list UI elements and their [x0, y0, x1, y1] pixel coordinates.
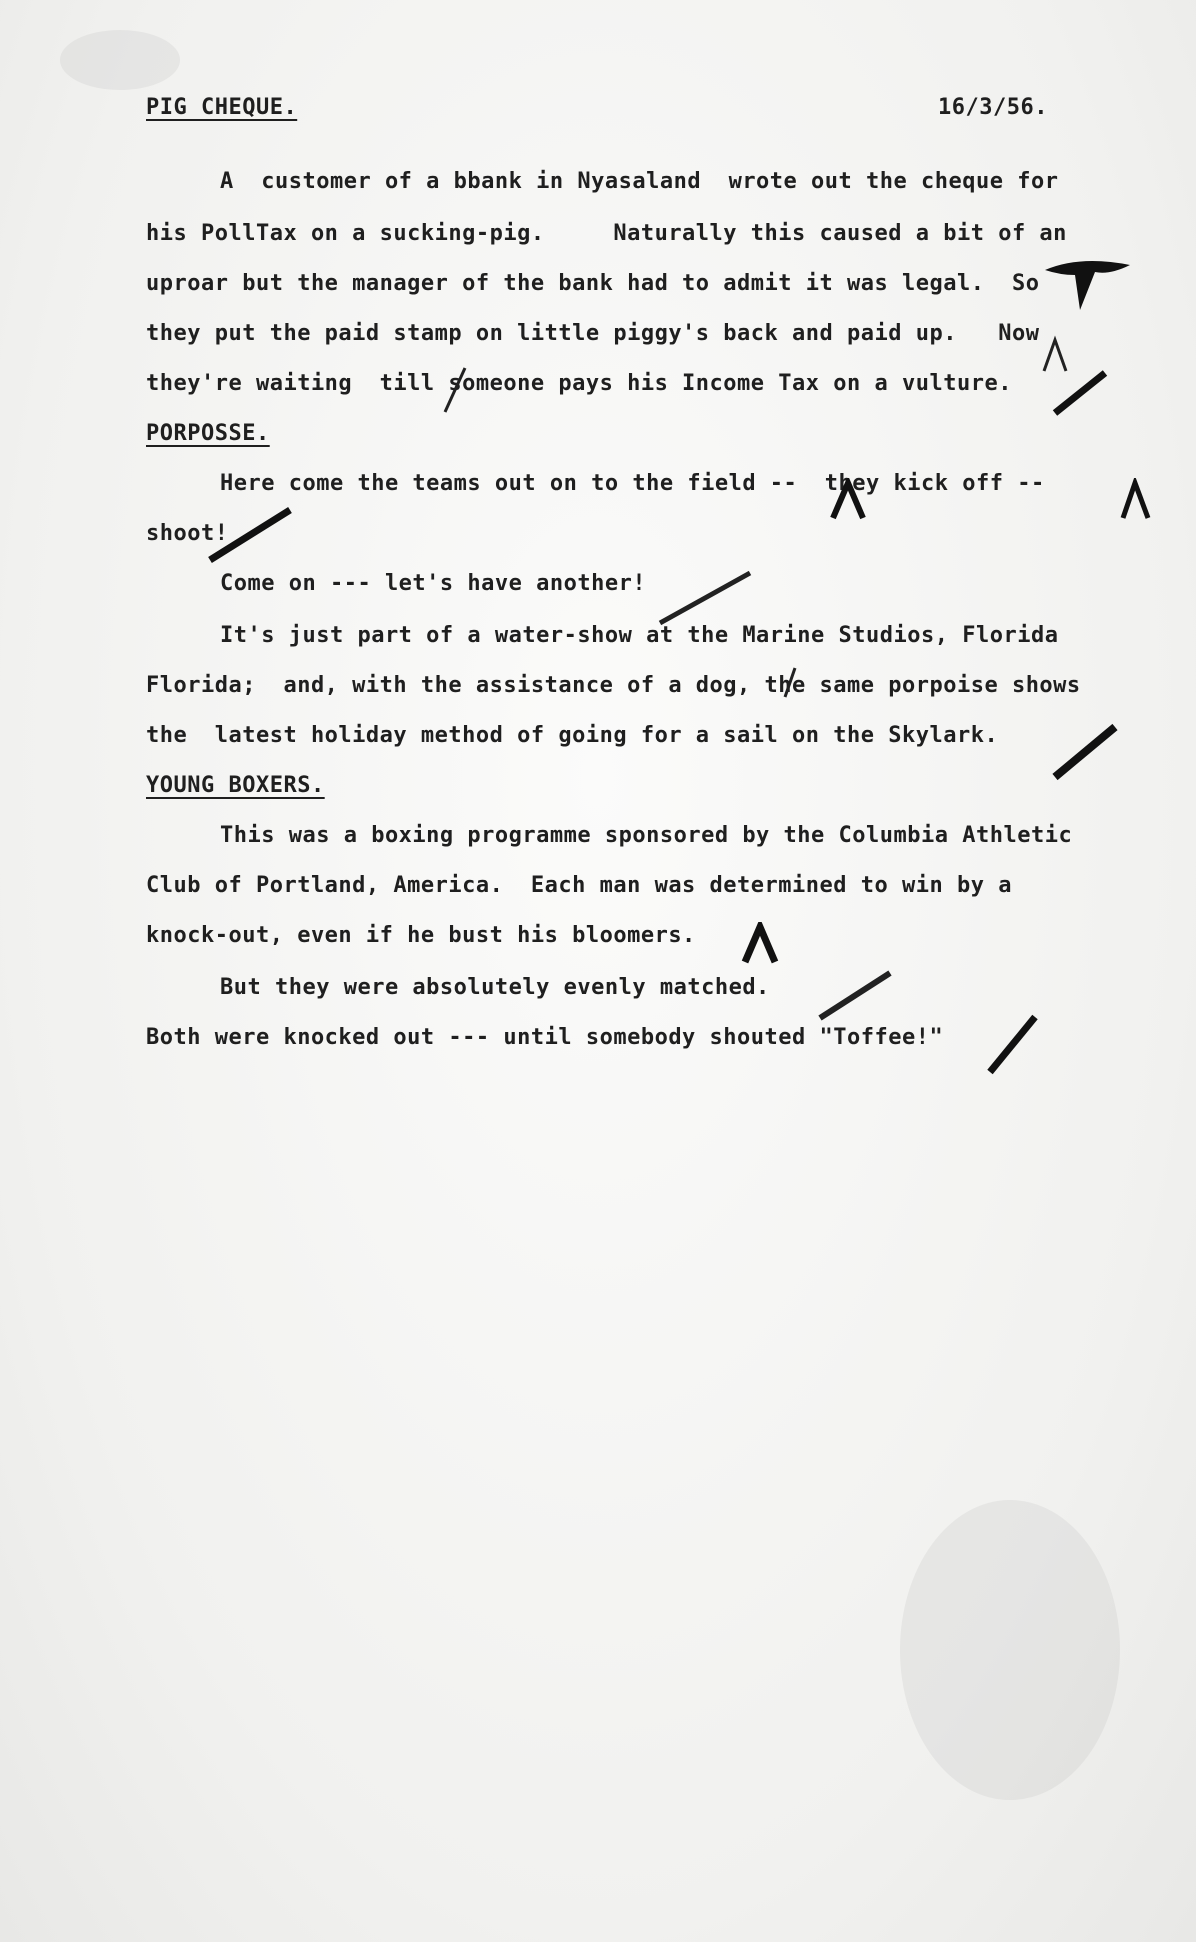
caret-mark — [1118, 478, 1153, 523]
text-line: Club of Portland, America. Each man was determined to win by a — [146, 873, 1012, 898]
check-mark — [985, 1012, 1045, 1077]
caret-mark — [740, 922, 780, 967]
check-mark — [655, 568, 755, 628]
check-mark — [205, 505, 295, 565]
text-line: It's just part of a water-show at the Marine Studios, Florida — [220, 623, 1059, 648]
text-line: A customer of a bbank in Nyasaland wrote out the cheque for — [220, 169, 1059, 194]
text-line: Come on --- let's have another! — [220, 571, 647, 596]
slash-mark — [440, 365, 470, 415]
text-line: they're waiting till someone pays his Income Tax on a vulture. — [146, 371, 1012, 396]
text-line: they put the paid stamp on little piggy's back and paid up. Now — [146, 321, 1040, 346]
text-line: the latest holiday method of going for a sail on the Skylark. — [146, 723, 999, 748]
heading-young-boxers: YOUNG BOXERS. — [146, 773, 325, 798]
text-line: Florida; and, with the assistance of a dog, the same porpoise shows — [146, 673, 1081, 698]
pen-mark-blot — [1040, 250, 1140, 320]
slash-mark — [780, 665, 800, 700]
text-line: Both were knocked out --- until somebody shouted "Toffee!" — [146, 1025, 944, 1050]
text-line: his PollTax on a sucking-pig. Naturally this caused a bit of an — [146, 221, 1067, 246]
text-line: knock-out, even if he bust his bloomers. — [146, 923, 696, 948]
text-line: This was a boxing programme sponsored by the Columbia Athletic — [220, 823, 1073, 848]
check-mark — [815, 968, 895, 1023]
text-line: Here come the teams out on to the field -- they kick off -- — [220, 471, 1045, 496]
document-date: 16/3/56. — [938, 95, 1048, 120]
text-line: shoot! — [146, 521, 229, 546]
heading-pig-cheque: PIG CHEQUE. — [146, 95, 298, 120]
text-line: uproar but the manager of the bank had to admit it was legal. So — [146, 271, 1040, 296]
text-line: But they were absolutely evenly matched. — [220, 975, 770, 1000]
check-mark — [1050, 722, 1120, 782]
caret-mark — [828, 478, 868, 523]
heading-porposse: PORPOSSE. — [146, 421, 270, 446]
check-mark — [1050, 368, 1110, 418]
